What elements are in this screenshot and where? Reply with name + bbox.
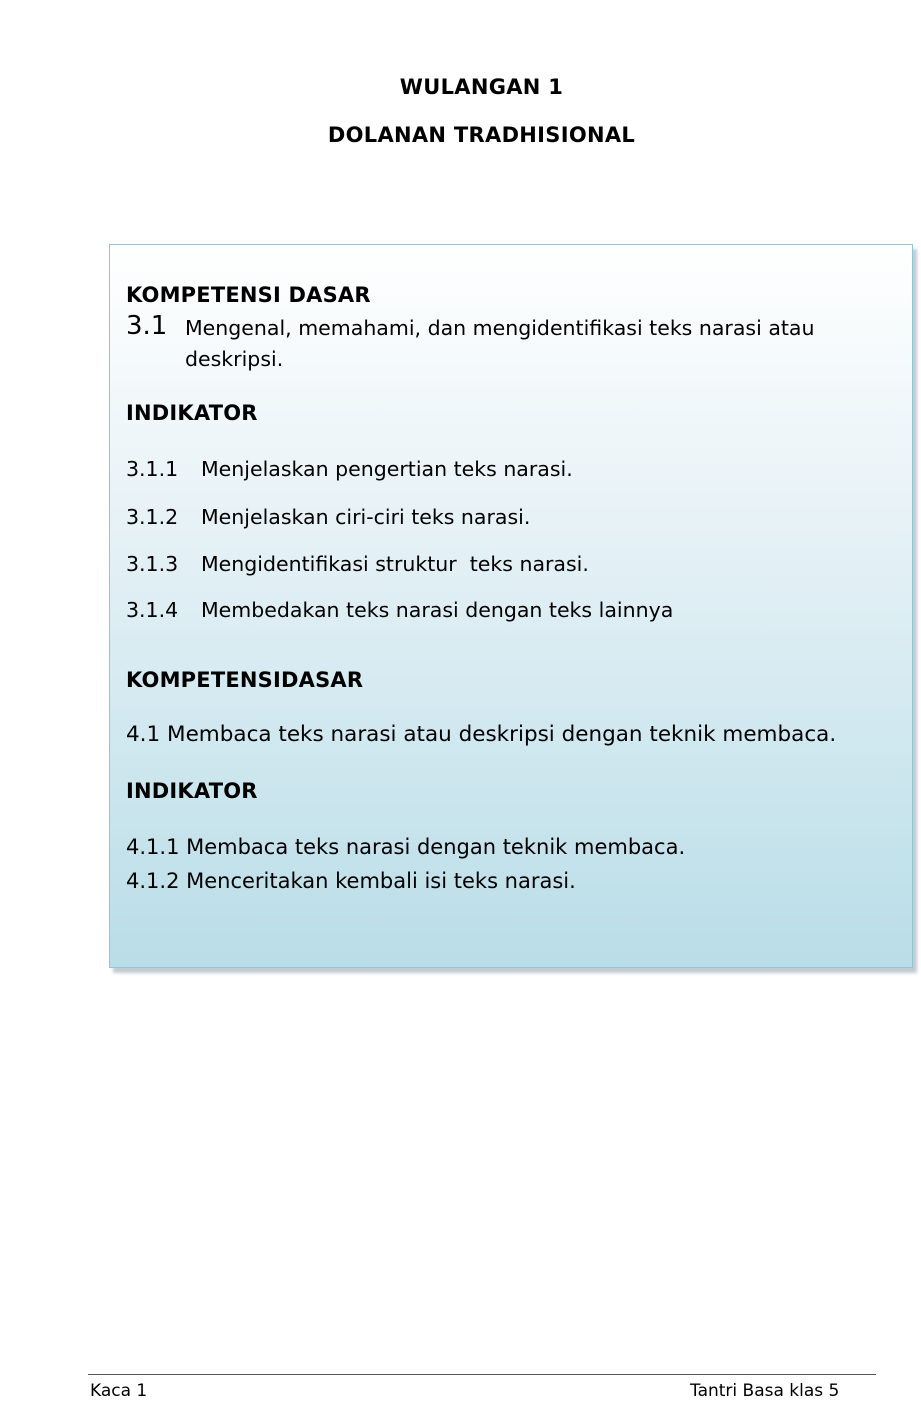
ind1-item-number: 3.1.2 bbox=[126, 505, 179, 529]
ind2-heading: INDIKATOR bbox=[126, 779, 258, 803]
ind2-item: 4.1.1 Membaca teks narasi dengan teknik membaca. bbox=[126, 835, 686, 859]
ind1-heading: INDIKATOR bbox=[126, 401, 258, 425]
kd2-text: 4.1 Membaca teks narasi atau deskripsi dengan teknik membaca. bbox=[126, 722, 837, 747]
chapter-title: WULANGAN 1 bbox=[399, 75, 564, 99]
ind1-item-text: Mengidentifikasi struktur teks narasi. bbox=[201, 552, 589, 576]
ind1-item-number: 3.1.1 bbox=[126, 457, 179, 481]
kd1-heading: KOMPETENSI DASAR bbox=[126, 283, 371, 307]
kd1-text-line1: Mengenal, memahami, dan mengidentifikasi teks narasi atau bbox=[185, 316, 815, 340]
ind1-item-number: 3.1.4 bbox=[126, 598, 179, 622]
kd1-number: 3.1 bbox=[126, 311, 168, 341]
footer-page-number: Kaca 1 bbox=[90, 1381, 148, 1401]
kd1-text-line2: deskripsi. bbox=[185, 347, 284, 371]
ind2-item: 4.1.2 Menceritakan kembali isi teks narasi. bbox=[126, 869, 576, 893]
footer-book-title: Tantri Basa klas 5 bbox=[690, 1381, 840, 1401]
ind1-item-text: Menjelaskan ciri-ciri teks narasi. bbox=[201, 505, 531, 529]
ind1-item-text: Membedakan teks narasi dengan teks lainnya bbox=[201, 598, 674, 622]
ind1-item-number: 3.1.3 bbox=[126, 552, 179, 576]
ind1-item-text: Menjelaskan pengertian teks narasi. bbox=[201, 457, 573, 481]
chapter-subtitle: DOLANAN TRADHISIONAL bbox=[327, 123, 636, 147]
footer-divider bbox=[88, 1374, 876, 1375]
kd2-heading: KOMPETENSIDASAR bbox=[126, 668, 364, 692]
